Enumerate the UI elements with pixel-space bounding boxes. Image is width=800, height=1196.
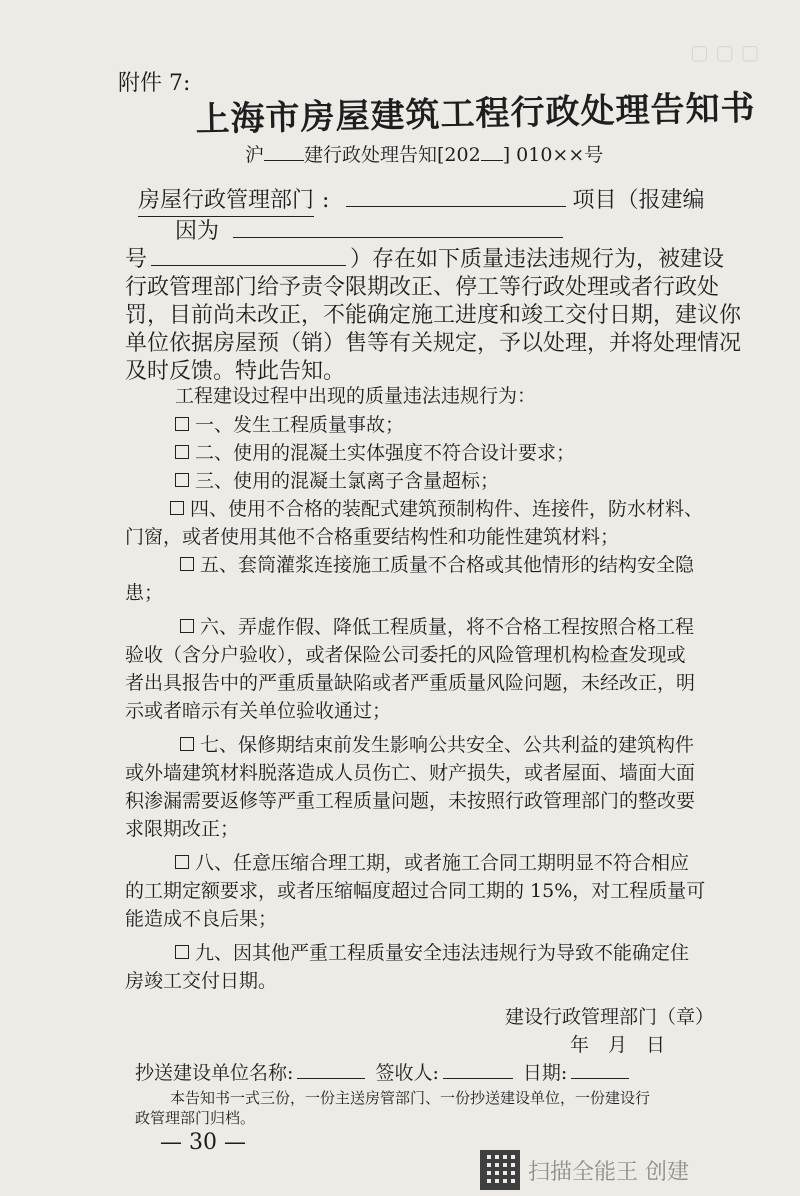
item-4 (170, 494, 703, 521)
checkbox-icon[interactable] (175, 945, 189, 959)
item-9-text-1: 九、因其他严重工程质量安全违法违规行为导致不能确定住 (195, 942, 690, 964)
date-label: 日期: (522, 1062, 568, 1084)
because-blank (233, 215, 563, 238)
qr-code-icon (480, 1150, 520, 1190)
item-7-text-1: 七、保修期结束前发生影响公共安全、公共利益的建筑构件 (200, 734, 695, 756)
docno-prefix: 沪 (245, 144, 265, 166)
body-line-3: 行政管理部门给予责令限期改正、停工等行政处理或者行政处 (125, 275, 720, 300)
addressee-colon: : (322, 188, 330, 213)
item-9-cont-1: 房竣工交付日期。 (125, 970, 278, 992)
item-6 (180, 612, 694, 639)
item-5-cont: 患； (125, 582, 164, 604)
docno-blank-2 (481, 141, 503, 161)
scanner-watermark (480, 1150, 689, 1190)
body-line-6: 及时反馈。特此告知。 (125, 359, 346, 384)
watermark-text: 扫描全能王 创建 (528, 1159, 689, 1185)
item-8-cont-1: 的工期定额要求，或者压缩幅度超过合同工期的 15%，对工程质量可 (125, 880, 706, 902)
item-1-text: 一、发生工程质量事故； (195, 414, 405, 436)
checkbox-icon[interactable] (180, 557, 194, 571)
authority-seal: 建设行政管理部门（章） (505, 1006, 715, 1028)
line2-prefix: 号 (125, 247, 148, 272)
body-line-2 (125, 242, 724, 273)
bleed-through-text: ▢ ▢ ▢ (690, 40, 760, 64)
signer-blank[interactable] (443, 1059, 513, 1079)
date-blank[interactable] (571, 1059, 629, 1079)
item-6-cont-2: 者出具报告中的严重质量缺陷或者严重质量风险问题，未经改正，明 (125, 672, 696, 694)
checkbox-icon[interactable] (180, 737, 194, 751)
body-line-4: 罚，目前尚未改正，不能确定施工进度和竣工交付日期，建议你 (125, 303, 742, 328)
cc-line (135, 1058, 629, 1085)
docno-suffix: ] 010××号 (502, 144, 604, 166)
item-5-text-1: 五、套筒灌浆连接施工质量不合格或其他情形的结构安全隐 (200, 554, 695, 576)
line2-blank (151, 243, 346, 266)
item-6-cont-1: 验收（含分户验收），或者保险公司委托的风险管理机构检查发现或 (125, 644, 686, 666)
signer-label: 签收人: (375, 1062, 439, 1084)
addressee-line (138, 183, 704, 217)
attachment-label: 附件 7: (118, 71, 191, 96)
checkbox-icon[interactable] (180, 619, 194, 633)
cc-label: 抄送建设单位名称: (135, 1062, 294, 1084)
item-7-cont-1: 或外墙建筑材料脱落造成人员伤亡、财产损失，或者屋面、墙面大面 (125, 762, 696, 784)
item-2-text: 二、使用的混凝土实体强度不符合设计要求； (195, 442, 576, 464)
date-placeholder: 年 月 日 (570, 1034, 666, 1056)
line2-text: ）存在如下质量违法违规行为，被建设 (350, 247, 725, 272)
item-4-text-1: 四、使用不合格的装配式建筑预制构件、连接件，防水材料、 (190, 498, 704, 520)
checkbox-icon[interactable] (175, 473, 189, 487)
docno-blank-1 (264, 141, 304, 161)
item-7-cont-2: 积渗漏需要返修等严重工程质量问题，未按照行政管理部门的整改要 (125, 790, 696, 812)
item-8-text-1: 八、任意压缩合理工期，或者施工合同工期明显不符合相应 (195, 852, 690, 874)
checkbox-icon[interactable] (170, 501, 184, 515)
item-5 (180, 550, 694, 577)
item-9 (175, 938, 689, 965)
item-8 (175, 848, 689, 875)
because-label: 因为 (175, 219, 220, 244)
item-1 (175, 410, 404, 437)
item-4-cont: 门窗，或者使用其他不合格重要结构性和功能性建筑材料； (125, 526, 620, 548)
addressee: 房屋行政管理部门 (138, 183, 314, 217)
item-7 (180, 730, 694, 757)
item-8-cont-2: 能造成不良后果； (125, 908, 278, 930)
item-2 (175, 438, 575, 465)
addressee-blank (346, 184, 566, 207)
note-line-2: 政管理部门归档。 (135, 1109, 256, 1127)
note-line-1: 本告知书一式三份，一份主送房管部门、一份抄送建设单位，一份建设行 (170, 1089, 651, 1107)
body-line-5: 单位依据房屋预（销）售等有关规定，予以处理，并将处理情况 (125, 331, 742, 356)
checkbox-icon[interactable] (175, 417, 189, 431)
item-6-cont-3: 示或者暗示有关单位验收通过； (125, 700, 392, 722)
item-3 (175, 466, 499, 493)
document-number (245, 140, 603, 167)
because-line (175, 214, 563, 245)
cc-blank[interactable] (297, 1059, 365, 1079)
checkbox-icon[interactable] (175, 445, 189, 459)
list-intro: 工程建设过程中出现的质量违法违规行为： (175, 385, 537, 407)
docno-middle: 建行政处理告知[202 (304, 144, 481, 166)
item-3-text: 三、使用的混凝土氯离子含量超标； (195, 470, 500, 492)
item-6-text-1: 六、弄虚作假、降低工程质量，将不合格工程按照合格工程 (200, 616, 695, 638)
project-tail: 项目（报建编 (572, 188, 705, 213)
document-title: 上海市房屋建筑工程行政处理告知书 (195, 88, 756, 140)
item-7-cont-3: 求限期改正； (125, 818, 240, 840)
page-number: — 30 — (160, 1130, 246, 1155)
checkbox-icon[interactable] (175, 855, 189, 869)
